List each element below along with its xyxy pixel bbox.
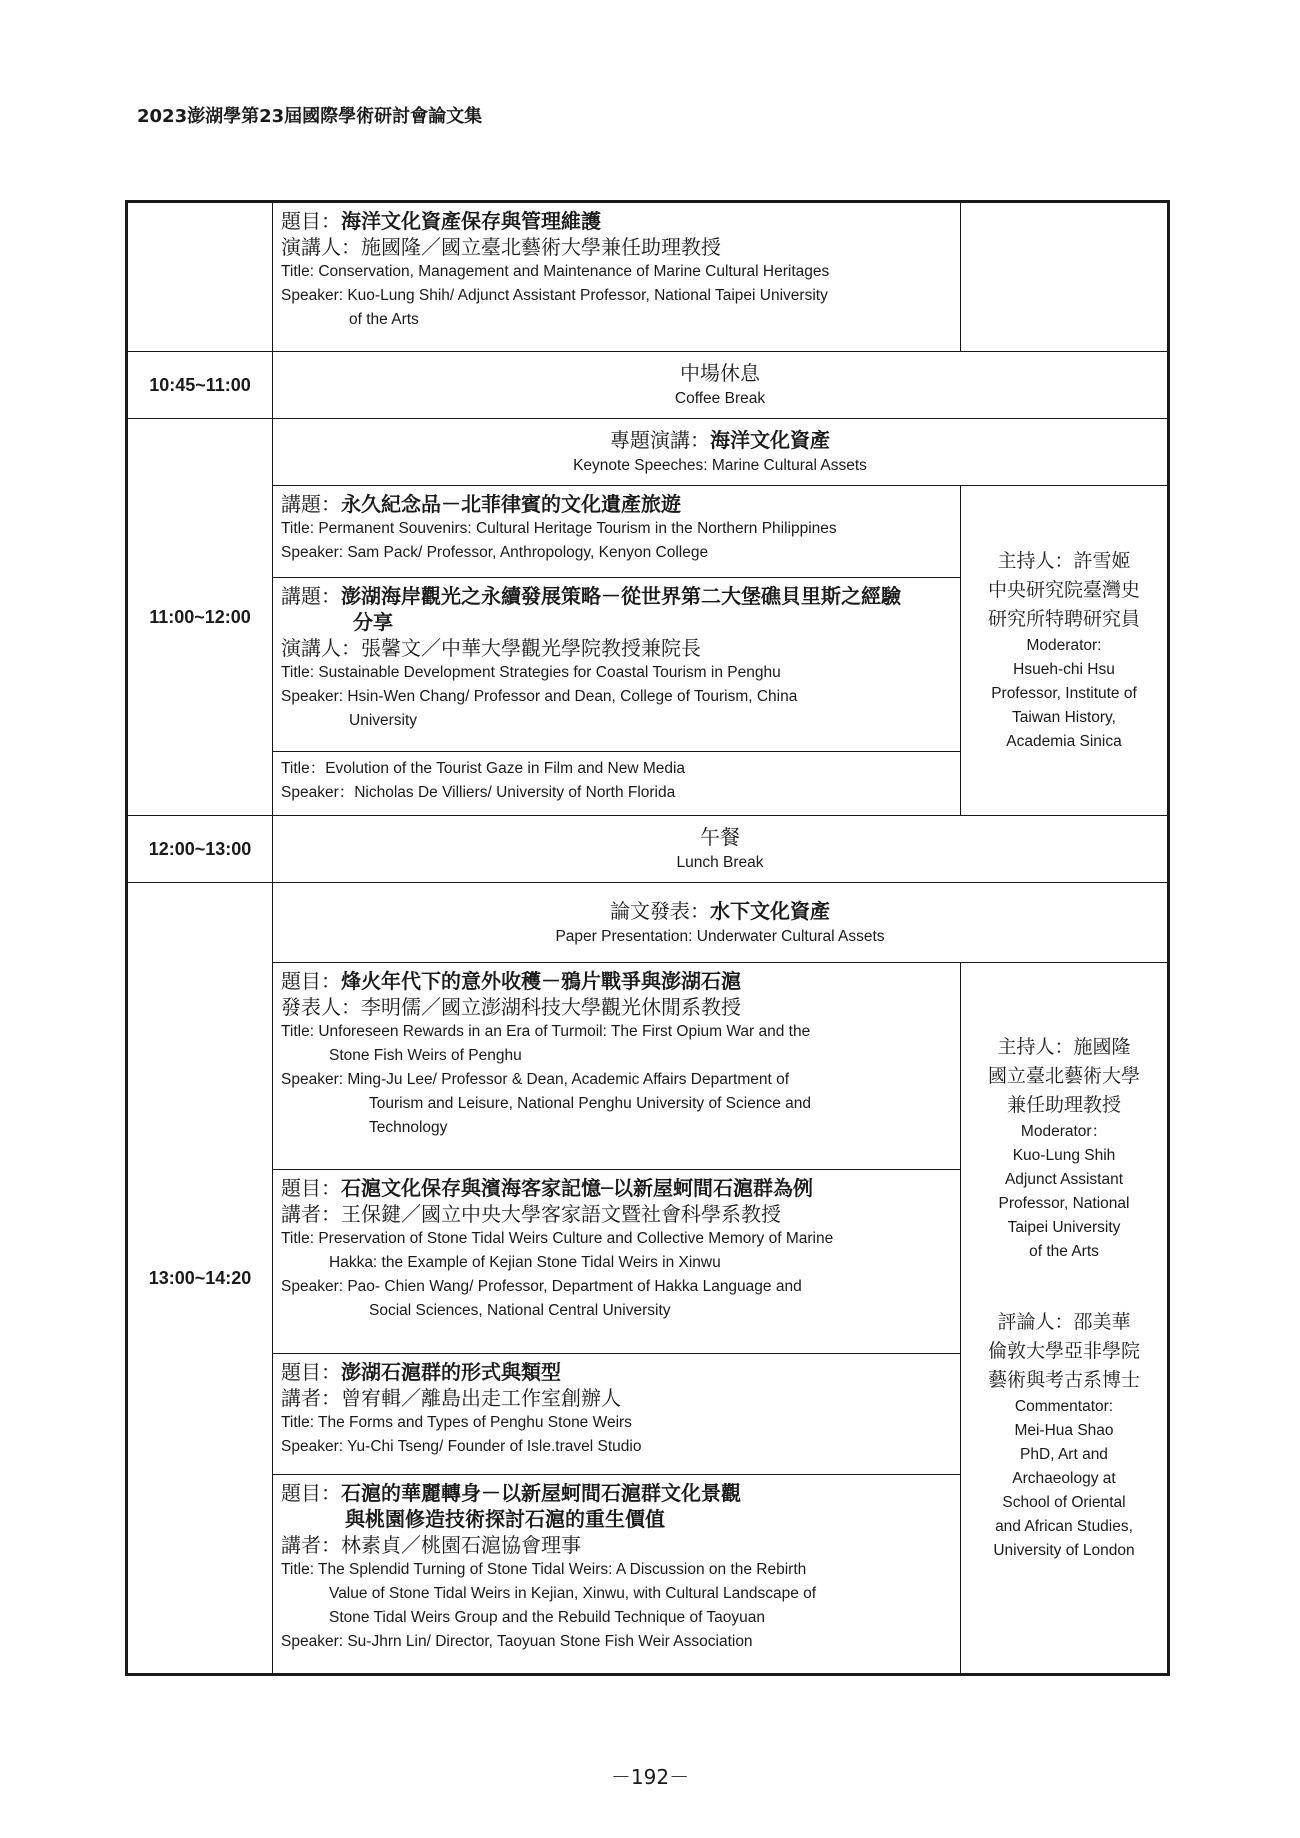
paper-cell: [273, 963, 961, 1170]
talk-title-en: Title: Permanent Souvenirs: Cultural Heritage Tourism in the Northern Philippines: [281, 520, 837, 537]
break-label-en: Coffee Break: [674, 390, 766, 407]
table-row: [127, 419, 1169, 486]
session-title-en: Keynote Speeches: Marine Cultural Assets: [573, 457, 867, 474]
commentator-zh: 評論人：邵美華: [997, 1311, 1131, 1333]
moderator-cell: [961, 963, 1169, 1675]
title-label: 講題：: [281, 584, 341, 608]
time-cell: 10:45~11:00: [127, 352, 273, 419]
speaker-en: Speaker: Yu-Chi Tseng/ Founder of Isle.travel Studio: [281, 1438, 642, 1455]
paper-title-zh: 石滬的華麗轉身－以新屋蚵間石滬群文化景觀: [341, 1481, 741, 1505]
speaker-zh: 講者：曾宥輯／離島出走工作室創辦人: [281, 1386, 621, 1410]
moderator-en: Moderator：: [1020, 1123, 1108, 1140]
moderator-en: Kuo-Lung Shih: [1012, 1147, 1116, 1164]
session-header: [273, 419, 1169, 486]
time-cell: 12:00~13:00: [127, 816, 273, 883]
session-label: 論文發表：: [610, 898, 710, 923]
speaker-en: Speaker: Sam Pack/ Professor, Anthropology, Kenyon College: [281, 544, 709, 561]
document-header: 2023澎湖學第23屆國際學術研討會論文集: [137, 106, 483, 127]
moderator-zh: 主持人：施國隆: [997, 1036, 1131, 1058]
commentator-en: Commentator:: [1014, 1398, 1114, 1415]
talk-cell: [273, 578, 961, 752]
paper-title-en-cont: Hakka: the Example of Kejian Stone Tidal Weirs in Xinwu: [329, 1254, 721, 1271]
commentator-affil-zh: 倫敦大學亞非學院: [987, 1340, 1140, 1362]
commentator-en: PhD, Art and: [1020, 1446, 1108, 1463]
title-label: 題目：: [281, 209, 341, 233]
paper-cell: [273, 1170, 961, 1354]
page-number: －192－: [610, 1765, 690, 1789]
table-row: [127, 963, 1169, 1170]
title-label: 題目：: [281, 1481, 341, 1505]
paper-title-en-cont: Stone Tidal Weirs Group and the Rebuild Technique of Taoyuan: [329, 1609, 766, 1626]
commentator-en: Archaeology at: [1012, 1470, 1116, 1487]
speaker-en: Speaker: Kuo-Lung Shih/ Adjunct Assistant Professor, National Taipei University: [281, 287, 828, 304]
talk-title-zh: 海洋文化資產保存與管理維護: [341, 209, 601, 233]
moderator-en: Hsueh-chi Hsu: [1013, 661, 1115, 678]
moderator-cell: [961, 202, 1169, 352]
break-label-en: Lunch Break: [676, 854, 764, 871]
talk-cell: [273, 752, 961, 816]
commentator-en: Mei-Hua Shao: [1014, 1422, 1114, 1439]
moderator-en: Adjunct Assistant: [1004, 1171, 1124, 1188]
time-cell: 13:00~14:20: [127, 883, 273, 1675]
paper-title-en: Title: Unforeseen Rewards in an Era of Turmoil: The First Opium War and the: [281, 1023, 811, 1040]
moderator-affil-zh: 中央研究院臺灣史: [987, 579, 1140, 601]
table-row: [127, 352, 1169, 419]
session-label: 專題演講：: [610, 428, 710, 452]
break-cell: [273, 816, 1169, 883]
talk-cell: [273, 486, 961, 578]
time-cell: [127, 202, 273, 352]
commentator-en: School of Oriental: [1002, 1494, 1126, 1511]
talk-title-en: Title: Sustainable Development Strategies for Coastal Tourism in Penghu: [281, 664, 781, 681]
speaker-en-cont: Social Sciences, National Central University: [369, 1302, 671, 1319]
break-label-zh: 午餐: [700, 825, 740, 849]
title-label: 題目：: [281, 1176, 341, 1200]
moderator-affil-zh: 國立臺北藝術大學: [987, 1065, 1140, 1087]
title-label: 題目：: [281, 969, 341, 993]
moderator-en: Academia Sinica: [1006, 733, 1122, 750]
speaker-en-cont: Tourism and Leisure, National Penghu University of Science and: [369, 1095, 811, 1112]
paper-cell: [273, 1475, 961, 1675]
session-header: [273, 883, 1169, 963]
talk-cell: [273, 202, 961, 352]
table-row: [127, 883, 1169, 963]
speaker-en: Speaker: Su-Jhrn Lin/ Director, Taoyuan Stone Fish Weir Association: [281, 1633, 753, 1650]
commentator-en: University of London: [993, 1542, 1135, 1559]
paper-title-zh: 烽火年代下的意外收穫－鴉片戰爭與澎湖石滬: [341, 969, 741, 993]
commentator-affil-zh: 藝術與考古系博士: [987, 1369, 1140, 1391]
session-title-zh: 海洋文化資產: [710, 428, 830, 452]
paper-title-en: Title: The Forms and Types of Penghu Stone Weirs: [281, 1414, 632, 1431]
speaker-en-cont: University: [349, 712, 418, 729]
speaker-zh: 演講人：張馨文／中華大學觀光學院教授兼院長: [281, 636, 701, 660]
break-cell: [273, 352, 1169, 419]
talk-title-en: Title：Evolution of the Tourist Gaze in Film and New Media: [281, 760, 686, 777]
title-label: 講題：: [281, 492, 341, 516]
moderator-en: Professor, Institute of: [991, 685, 1137, 702]
table-row: [127, 816, 1169, 883]
commentator-en: and African Studies,: [995, 1518, 1133, 1535]
talk-title-zh: 永久紀念品－北菲律賓的文化遺產旅遊: [341, 492, 681, 516]
paper-title-zh: 石滬文化保存與濱海客家記憶─以新屋蚵間石滬群為例: [341, 1176, 814, 1200]
table-row: [127, 486, 1169, 578]
paper-title-en: Title: Preservation of Stone Tidal Weirs Culture and Collective Memory of Marine: [281, 1230, 834, 1247]
moderator-en: Taipei University: [1007, 1219, 1121, 1236]
paper-title-en-cont: Value of Stone Tidal Weirs in Kejian, Xinwu, with Cultural Landscape of: [329, 1585, 817, 1602]
session-title-zh: 水下文化資產: [710, 898, 830, 923]
talk-title-zh: 澎湖海岸觀光之永續發展策略－從世界第二大堡礁貝里斯之經驗: [341, 584, 901, 608]
moderator-en: Moderator:: [1026, 637, 1102, 654]
moderator-en: Taiwan History,: [1012, 709, 1116, 726]
title-label: 題目：: [281, 1360, 341, 1384]
speaker-zh: 發表人：李明儒／國立澎湖科技大學觀光休閒系教授: [281, 995, 741, 1019]
talk-title-en: Title: Conservation, Management and Maintenance of Marine Cultural Heritages: [281, 263, 830, 280]
speaker-en: Speaker: Pao- Chien Wang/ Professor, Department of Hakka Language and: [281, 1278, 802, 1295]
moderator-cell: [961, 486, 1169, 816]
paper-title-zh: 澎湖石滬群的形式與類型: [341, 1360, 561, 1384]
schedule-table: [125, 200, 1170, 1676]
speaker-en: Speaker：Nicholas De Villiers/ University of North Florida: [281, 784, 676, 801]
time-cell: 11:00~12:00: [127, 419, 273, 816]
speaker-zh: 講者：林素貞／桃園石滬協會理事: [281, 1533, 581, 1557]
talk-title-zh-cont: 分享: [353, 610, 393, 634]
moderator-en: Professor, National: [998, 1195, 1130, 1212]
break-label-zh: 中場休息: [680, 361, 760, 385]
moderator-en: of the Arts: [1029, 1243, 1099, 1260]
speaker-zh: 演講人：施國隆／國立臺北藝術大學兼任助理教授: [281, 235, 721, 259]
paper-cell: [273, 1354, 961, 1475]
speaker-en: Speaker: Hsin-Wen Chang/ Professor and Dean, College of Tourism, China: [281, 688, 798, 705]
moderator-affil-zh: 研究所特聘研究員: [987, 608, 1140, 630]
table-row: [127, 202, 1169, 352]
moderator-zh: 主持人：許雪姬: [997, 550, 1131, 572]
speaker-en-cont: Technology: [369, 1119, 448, 1136]
paper-title-en: Title: The Splendid Turning of Stone Tidal Weirs: A Discussion on the Rebirth: [281, 1561, 807, 1578]
session-title-en: Paper Presentation: Underwater Cultural Assets: [555, 927, 885, 945]
speaker-en-cont: of the Arts: [349, 311, 419, 328]
speaker-zh: 講者：王保鍵／國立中央大學客家語文暨社會科學系教授: [281, 1202, 781, 1226]
moderator-affil-zh: 兼任助理教授: [1006, 1094, 1121, 1116]
speaker-en: Speaker: Ming-Ju Lee/ Professor & Dean, Academic Affairs Department of: [281, 1071, 790, 1088]
paper-title-zh-cont: 與桃園修造技術探討石滬的重生價值: [345, 1507, 665, 1531]
paper-title-en-cont: Stone Fish Weirs of Penghu: [329, 1047, 522, 1064]
